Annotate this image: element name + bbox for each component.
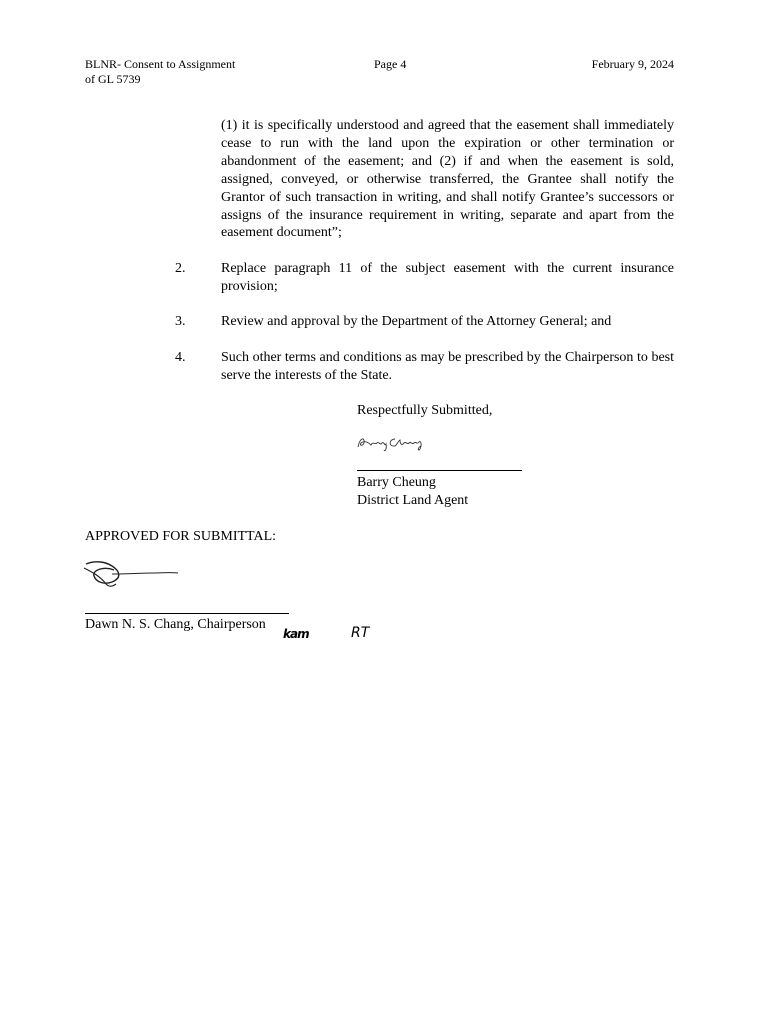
respectfully-submitted: Respectfully Submitted, xyxy=(357,403,493,418)
list-item-text: Replace paragraph 11 of the subject easement with the current insurance provision; xyxy=(221,261,674,294)
header-date: February 9, 2024 xyxy=(591,57,674,71)
header-left xyxy=(85,57,235,87)
paragraph-continuation: (1) it is specifically understood and agreed that the easement shall immediately cease to run with the land upon the expiration or other termination or abandonment of the easement; and (2) if and when the easement is sold, assigned, conveyed, or otherwise transferred, the Grantee shall notify the Grantor of such transaction in writing, and shall notify Grantee’s successors or assigns of the insurance requirement in writing, separate and apart from the easement document”; xyxy=(221,118,674,241)
list-item-number: 4. xyxy=(175,350,186,365)
list-item-number: 2. xyxy=(175,261,186,276)
approval-signature-line xyxy=(85,613,289,614)
list-item-number: 3. xyxy=(175,314,186,329)
header-title-line2: of GL 5739 xyxy=(85,72,141,86)
initials-kam: kam xyxy=(283,627,309,641)
header-page-number: Page 4 xyxy=(374,57,407,71)
signature-barry-cheung xyxy=(355,431,435,455)
approver-name-title: Dawn N. S. Chang, Chairperson xyxy=(85,617,266,632)
signer-name: Barry Cheung xyxy=(357,475,436,490)
list-item-text: Review and approval by the Department of the Attorney General; and xyxy=(221,314,612,329)
signature-line xyxy=(357,470,522,471)
list-item-text: Such other terms and conditions as may be prescribed by the Chairperson to best serve the interests of the State. xyxy=(221,350,674,383)
signature-dawn-chang xyxy=(82,556,182,592)
header-title-line1: BLNR- Consent to Assignment xyxy=(85,57,236,71)
initials-rt: RT xyxy=(351,625,370,641)
approval-heading: APPROVED FOR SUBMITTAL: xyxy=(85,529,277,544)
signer-title: District Land Agent xyxy=(357,493,469,508)
